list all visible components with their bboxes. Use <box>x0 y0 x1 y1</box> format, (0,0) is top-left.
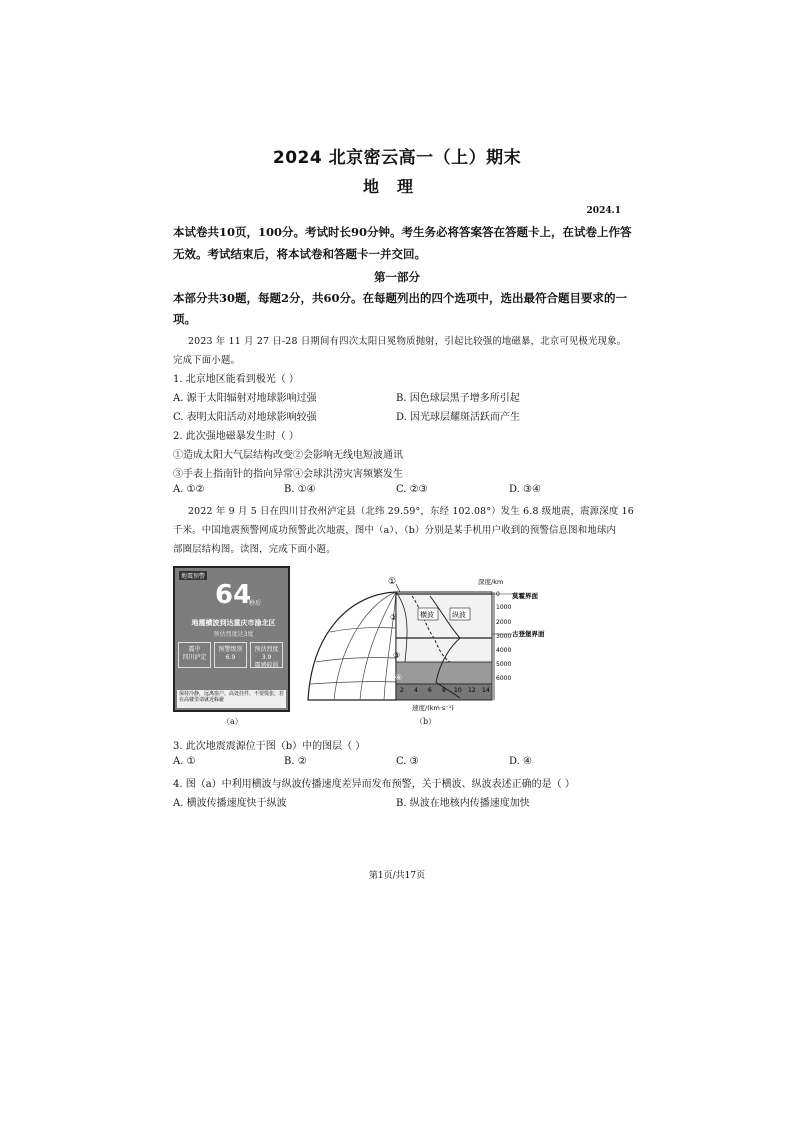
speed-tick-6: 6 <box>428 687 432 694</box>
q2-option-a: A. ①② <box>173 484 205 495</box>
q3-stem: 3. 此次地震震源位于图（b）中的图层（ ） <box>173 741 366 752</box>
q3-option-b: B. ② <box>284 756 307 767</box>
passage2-line1: 2022 年 9 月 5 日在四川甘孜州泸定县（北纬 29.59°，东经 102.08°）发生 6.8 级地震，震源深度 16 <box>188 506 634 517</box>
part-intro-line1: 本部分共30题，每题2分，共60分。在每题列出的四个选项中，选出最符合题目要求的一 <box>173 291 628 305</box>
alert-message: 地震横波到达重庆市渝北区 <box>191 619 276 627</box>
gutenberg-boundary-label: 古登堡界面 <box>512 630 545 638</box>
passage2-line2: 千米。中国地震预警网成功预警此次地震，图中（a）、（b）分别是某手机用户收到的预警信息图和地球内 <box>173 525 617 536</box>
exam-title: 2024 北京密云高一（上）期末 <box>272 148 522 168</box>
label-transverse: 横波 <box>420 611 434 619</box>
q1-option-b: B. 因色球层黑子增多所引起 <box>396 393 520 404</box>
q2-option-d: D. ③④ <box>509 484 541 495</box>
q2-stem: 2. 此次强地磁暴发生时（ ） <box>173 431 299 442</box>
q2-option-b: B. ①④ <box>284 484 316 495</box>
instructions-line2: 无效。考试结束后，将本试卷和答题卡一并交回。 <box>173 247 426 261</box>
alert-countdown-unit: 秒后 <box>249 600 262 607</box>
passage1-line1: 2023 年 11 月 27 日-28 日期间有四次太阳日冕物质抛射，引起比较强的地磁暴，北京可见极光现象。 <box>188 336 627 347</box>
q1-option-a: A. 源于太阳辐射对地球影响过强 <box>173 393 317 404</box>
q1-option-d: D. 因光球层耀斑活跃而产生 <box>396 412 521 423</box>
layer-label-3: ③ <box>393 651 401 660</box>
page-number: 第1页/共17页 <box>368 871 426 881</box>
depth-tick-1000: 1000 <box>496 604 512 611</box>
q4-stem: 4. 图（a）中利用横波与纵波传播速度差异而发布预警，关于横波、纵波表述正确的是（ ） <box>173 779 575 790</box>
speed-tick-8: 8 <box>442 687 446 694</box>
alert-header: 地震预警 <box>181 573 206 580</box>
q3-option-d: D. ④ <box>509 756 532 767</box>
alert-estimate-cell: 预估烈度 3.9 震感较弱 <box>250 642 283 668</box>
q4-option-a: A. 横波传播速度快于纵波 <box>173 798 287 809</box>
label-longitudinal: 纵波 <box>452 611 466 619</box>
q2-statement-1: ①造成太阳大气层结构改变②会影响无线电短波通讯 <box>173 450 403 461</box>
passage1-line2: 完成下面小题。 <box>173 355 241 366</box>
part-intro-line2: 项。 <box>173 312 196 326</box>
q2-option-c: C. ②③ <box>396 484 428 495</box>
layer-label-4: ④ <box>395 673 403 682</box>
depth-tick-6000: 6000 <box>496 675 512 682</box>
speed-tick-2: 2 <box>400 687 404 694</box>
q1-option-c: C. 表明太阳活动对地球影响较强 <box>173 412 317 423</box>
depth-tick-4000: 4000 <box>496 647 512 654</box>
speed-tick-14: 14 <box>482 687 490 694</box>
q4-option-b: B. 纵波在地核内传播速度加快 <box>396 798 530 809</box>
layer-label-1: ① <box>388 577 397 587</box>
speed-tick-12: 12 <box>468 687 476 694</box>
figure-b-caption: （b） <box>415 717 437 726</box>
depth-tick-3000: 3000 <box>496 633 512 640</box>
layer-label-2: ② <box>390 613 398 622</box>
alert-intensity: 预估烈度达3度 <box>213 631 254 638</box>
depth-tick-5000: 5000 <box>496 661 512 668</box>
figure-b-earth-structure <box>300 572 560 712</box>
passage2-line3: 部圈层结构图。读图，完成下面小题。 <box>173 544 336 555</box>
alert-footer-advice: 保持冷静，远离窗户、高处挂件，不要慌张，若在高楼里请就近躲避 <box>177 690 286 708</box>
q2-statement-2: ③手表上指南针的指向异常④会球洪涝灾害频繁发生 <box>173 469 403 480</box>
speed-tick-10: 10 <box>454 687 462 694</box>
exam-date: 2024.1 <box>586 206 621 216</box>
part-heading: 第一部分 <box>374 270 420 284</box>
depth-axis-label: 深度/km <box>478 578 504 586</box>
q3-option-a: A. ① <box>173 756 196 767</box>
q1-stem: 1. 北京地区能看到极光（ ） <box>173 374 299 385</box>
depth-tick-0: 0 <box>496 591 500 598</box>
speed-axis-label: 速度/(km·s⁻¹) <box>412 704 454 712</box>
alert-epicenter-cell: 震中 四川泸定 <box>178 642 211 668</box>
figure-a-phone-alert <box>173 566 290 712</box>
instructions-line1: 本试卷共10页，100分。考试时长90分钟。考生务必将答案答在答题卡上，在试卷上作答 <box>173 225 632 239</box>
depth-tick-2000: 2000 <box>496 619 512 626</box>
alert-level-cell: 预警级别 6.9 <box>214 642 247 668</box>
moho-boundary-label: 莫霍界面 <box>512 592 538 600</box>
speed-tick-4: 4 <box>414 687 418 694</box>
subject-title: 地理 <box>362 177 431 196</box>
figure-a-caption: （a） <box>222 717 243 726</box>
alert-countdown: 64 <box>215 580 252 610</box>
q3-option-c: C. ③ <box>396 756 419 767</box>
